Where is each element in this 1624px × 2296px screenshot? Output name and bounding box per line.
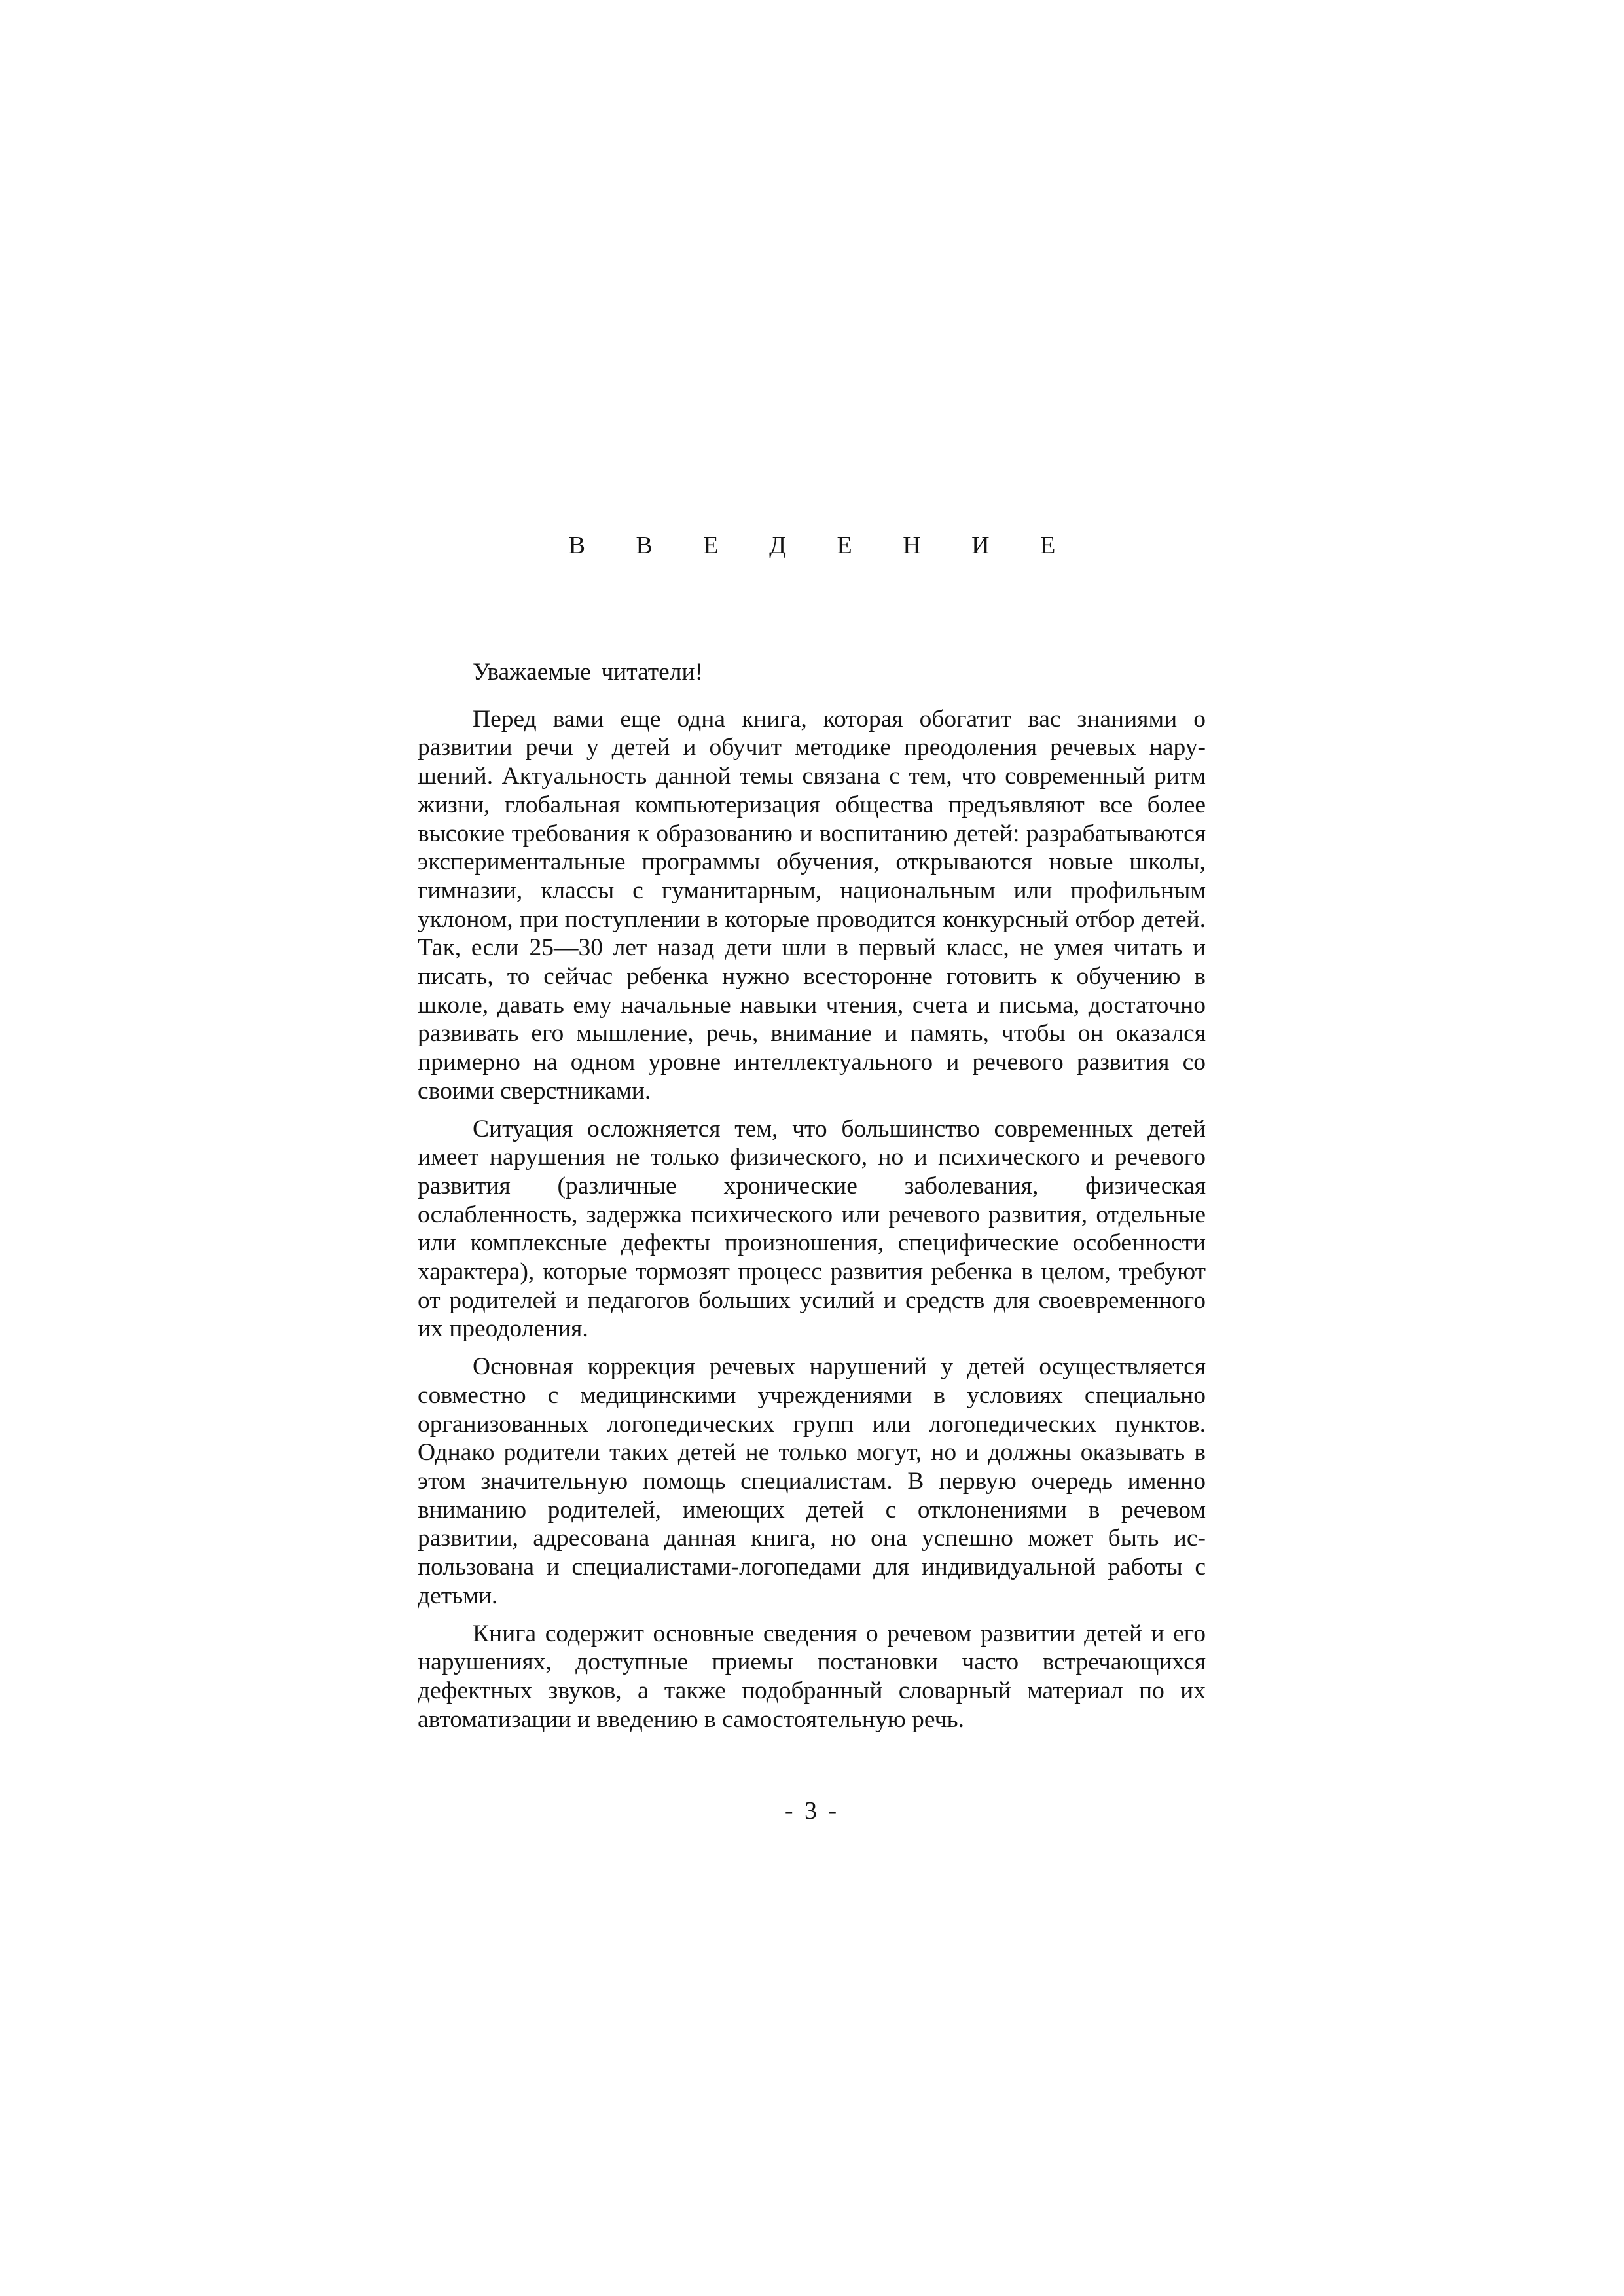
chapter-heading: В В Е Д Е Н И Е <box>568 532 1078 559</box>
page-number: - 3 - <box>784 1797 840 1825</box>
paragraph-1: Перед вами еще одна книга, которая обогатит вас знаниями о развитии речи у детей и обучит методике преодоления речевых нарушений. Актуальность данной темы связана с тем, что современный ритм жизни, глобальная компьютеризация общества предъявляют все более высокие требования к образованию и воспитанию детей: разрабатываются экспериментальные программы обучения, открываются новые школы, гимназии, классы с гуманитарным, национальным или профильным уклоном, при поступлении в которые проводится конкурсный отбор детей. Так, если 25—30 лет назад дети шли в первый класс, не умея читать и писать, то сейчас ребенка нужно всесторонне готовить к обучению в школе, давать ему начальные навыки чтения, счета и письма, достаточно развивать его мышление, речь, внимание и память, чтобы он оказался примерно на одном уровне интеллектуального и речевого развития со своими сверстниками. <box>418 705 1206 1104</box>
paragraph-3: Основная коррекция речевых нарушений у детей осуществляется совместно с медицинскими учреждениями в условиях специально организованных логопедических групп или логопедических пунктов. Однако родители таких детей не только могут, но и должны оказывать в этом значительную помощь специалистам. В первую очередь именно вниманию родителей, имеющих детей с отклонениями в речевом развитии, адресована данная книга, но она успешно может быть использована и специалистами-логопедами для индивидуальной работы с детьми. <box>418 1353 1206 1609</box>
paragraph-2: Ситуация осложняется тем, что большинство современных детей имеет нарушения не только физического, но и психического и речевого развития (различные хронические заболевания, физическая ослабленность, задержка психического или речевого развития, отдельные или комплексные дефекты произношения, специфические особенности характера), которые тормозят процесс развития ребенка в целом, требуют от родителей и педагогов больших усилий и средств для своевременного их преодоления. <box>418 1115 1206 1343</box>
greeting-line: Уважаемые читатели! <box>473 659 704 685</box>
body-text <box>418 658 1206 1743</box>
paragraph-4: Книга содержит основные сведения о речевом развитии детей и его нарушениях, доступные приемы постановки часто встречающихся дефектных звуков, а также подобранный словарный материал по их автоматизации и введению в самостоятельную речь. <box>418 1620 1206 1733</box>
